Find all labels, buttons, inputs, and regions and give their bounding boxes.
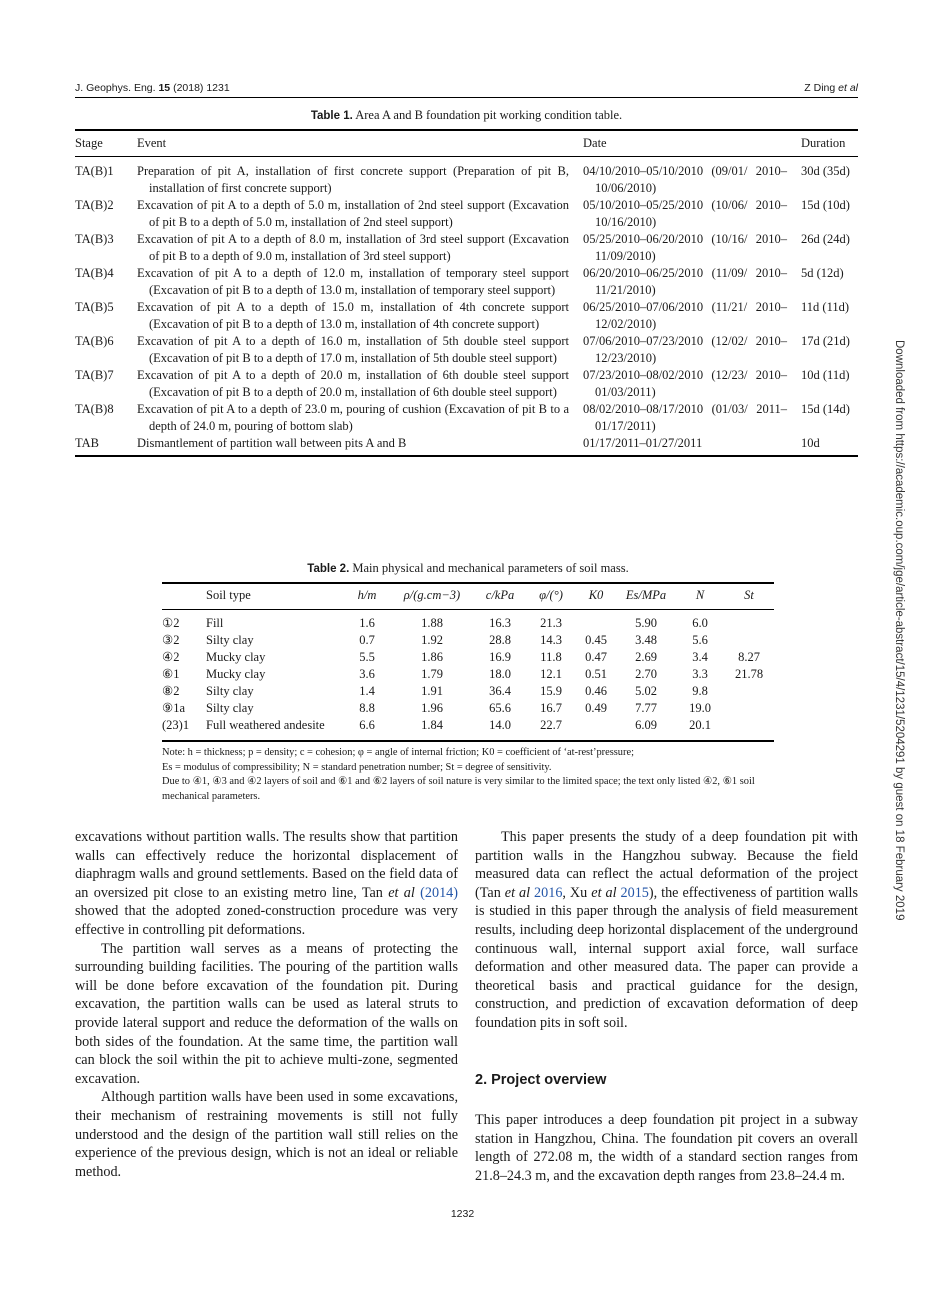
table-row — [162, 700, 774, 717]
st-cell — [724, 717, 774, 741]
duration-cell: 17d (21d) — [801, 334, 850, 348]
table2-label: Table 2. — [307, 563, 350, 575]
event-text: Dismantlement of partition wall between pits A and B — [137, 436, 407, 450]
es-cell: 5.02 — [635, 684, 657, 698]
es-cell: 3.48 — [635, 633, 657, 647]
event-cell — [137, 299, 583, 333]
date-text: 06/25/2010–07/06/2010 (11/21/ 2010–12/02/2010) — [583, 300, 787, 331]
table2-col-h: h/m — [344, 583, 390, 610]
k0-cell — [576, 610, 616, 633]
h-cell: 0.7 — [359, 633, 375, 647]
event-cell — [137, 231, 583, 265]
k0-cell: 0.46 — [585, 684, 607, 698]
es-cell: 5.90 — [635, 616, 657, 630]
et-al-text: et al — [591, 884, 617, 901]
event-text: Excavation of pit A to a depth of 23.0 m, pouring of cushion (Excavation of pit B to a depth of 24.0 m, pouring of bottom slab) — [137, 402, 569, 433]
st-cell — [724, 683, 774, 700]
text-run: , Xu — [562, 884, 592, 901]
text-run: This paper presents the study of a deep foundation pit with partition walls in the Hangzhou subway. Because the field measured data can reflect the actual deformation of the project (Tan — [475, 829, 858, 901]
stage-cell: TA(B)4 — [75, 266, 114, 280]
st-cell — [724, 700, 774, 717]
event-cell — [137, 333, 583, 367]
event-text: Excavation of pit A to a depth of 5.0 m, installation of 2nd steel support (Excavation of pit B to a depth of 5.0 m, installation of 2nd steel support) — [137, 198, 569, 229]
layer-cell: ①2 — [162, 616, 180, 630]
rho-cell: 1.96 — [421, 701, 443, 715]
citation-link[interactable]: 2016 — [534, 884, 563, 901]
date-text: 01/17/2011–01/27/2011 — [583, 436, 703, 450]
st-cell — [724, 632, 774, 649]
n-cell: 19.0 — [689, 701, 711, 715]
stage-cell: TA(B)2 — [75, 198, 114, 212]
c-cell: 65.6 — [489, 701, 511, 715]
stage-cell: TA(B)1 — [75, 164, 114, 178]
duration-cell: 11d (11d) — [801, 300, 850, 314]
layer-cell: ⑧2 — [162, 684, 180, 698]
paragraph: The partition wall serves as a means of protecting the surrounding building facilities. The pouring of the partition walls will be done before excavation of the foundation pit. During excavation, the partition walls can be used as lateral struts to provide lateral support and reduce the deformation of the walls on both sides of the foundation. At the same time, the partition wall can block the soil within the pit to achieve multi-zone, segmented excavation. — [75, 940, 458, 1087]
duration-cell: 15d (14d) — [801, 402, 850, 416]
date-text: 07/23/2010–08/02/2010 (12/23/ 2010–01/03/2011) — [583, 368, 787, 399]
soil-cell: Mucky clay — [206, 650, 266, 664]
citation-link[interactable]: (2014) — [420, 884, 458, 901]
st-cell: 21.78 — [734, 667, 764, 681]
event-cell — [137, 197, 583, 231]
k0-cell: 0.49 — [585, 701, 607, 715]
soil-cell: Silty clay — [206, 633, 254, 647]
table-row — [75, 299, 858, 333]
date-cell — [583, 367, 801, 401]
table-row — [75, 265, 858, 299]
paragraph — [475, 828, 858, 1033]
n-cell: 9.8 — [692, 684, 708, 698]
date-cell — [583, 265, 801, 299]
h-cell: 1.6 — [359, 616, 375, 630]
running-header-author — [804, 82, 858, 94]
paragraph: Although partition walls have been used in some excavations, their mechanism of restraining movements is still not fully understood and the design of the partition wall still relies on the experience of the previous design, which is not an ideal or reliable method. — [75, 1089, 458, 1180]
journal-year-page: (2018) 1231 — [173, 82, 230, 94]
table2-col-k0: K0 — [576, 583, 616, 610]
k0-cell: 0.51 — [585, 667, 607, 681]
table2-note-line1: Note: h = thickness; p = density; c = cohesion; φ = angle of internal friction; K0 = coefficient of ‘at-rest’pressure; — [162, 747, 634, 758]
event-cell — [137, 265, 583, 299]
soil-cell: Fill — [206, 616, 224, 630]
date-text: 08/02/2010–08/17/2010 (01/03/ 2011–01/17/2011) — [583, 402, 787, 433]
stage-cell: TA(B)3 — [75, 232, 114, 246]
soil-cell: Full weathered andesite — [206, 717, 344, 741]
duration-cell: 30d (35d) — [801, 164, 850, 178]
phi-cell: 14.3 — [540, 633, 562, 647]
c-cell: 16.3 — [489, 616, 511, 630]
table2-col-n: N — [676, 583, 724, 610]
st-cell: 8.27 — [738, 650, 760, 664]
table2-note-line3: Due to ④1, ④3 and ④2 layers of soil and ⑥1 and ⑥2 layers of soil nature is very similar to the limited space; the text only listed ④2, ⑥1 soil mechanical parameters. — [162, 776, 755, 802]
h-cell: 5.5 — [359, 650, 375, 664]
journal-volume: 15 — [158, 82, 171, 94]
duration-cell: 5d (12d) — [801, 266, 844, 280]
journal-name: J. Geophys. Eng. — [75, 82, 156, 94]
event-text: Excavation of pit A to a depth of 16.0 m, installation of 5th double steel support (Excavation of pit B to a depth of 17.0 m, installation of 5th double steel support) — [137, 334, 569, 365]
table1-label: Table 1. — [310, 110, 353, 122]
rho-cell: 1.84 — [390, 717, 474, 741]
layer-cell: ⑥1 — [162, 667, 180, 681]
date-text: 04/10/2010–05/10/2010 (09/01/ 2010–10/06/2010) — [583, 164, 787, 195]
table2-header-row — [162, 583, 774, 610]
es-cell: 6.09 — [616, 717, 676, 741]
body-right-column — [475, 828, 858, 1033]
table1-title: Area A and B foundation pit working condition table. — [355, 108, 623, 122]
table-row — [162, 717, 774, 741]
n-cell: 3.4 — [692, 650, 708, 664]
phi-cell: 15.9 — [540, 684, 562, 698]
table2-col-c: c/kPa — [474, 583, 526, 610]
event-cell — [137, 435, 583, 456]
stage-cell: TAB — [75, 435, 137, 456]
rho-cell: 1.91 — [421, 684, 443, 698]
h-cell: 3.6 — [359, 667, 375, 681]
table1 — [75, 129, 858, 457]
soil-cell: Silty clay — [206, 684, 254, 698]
table2-col-rho: ρ/(g.cm−3) — [390, 583, 474, 610]
c-cell: 36.4 — [489, 684, 511, 698]
c-cell: 14.0 — [474, 717, 526, 741]
table2-note-line2: Es = modulus of compressibility; N = standard penetration number; St = degree of sensitivity. — [162, 761, 552, 773]
layer-cell: ⑨1a — [162, 701, 186, 715]
c-cell: 18.0 — [489, 667, 511, 681]
date-cell — [583, 197, 801, 231]
event-text: Excavation of pit A to a depth of 12.0 m, installation of temporary steel support (Excavation of pit B to a depth of 13.0 m, installation of temporary steel support) — [137, 266, 569, 297]
h-cell: 6.6 — [344, 717, 390, 741]
download-sidebar-text: Downloaded from https://academic.oup.com/jge/article-abstract/15/4/1231/5204291 by guest on 18 February 2019 — [893, 340, 905, 921]
date-cell — [583, 435, 801, 456]
table-row — [162, 632, 774, 649]
c-cell: 28.8 — [489, 633, 511, 647]
event-cell — [137, 157, 583, 198]
author-et-al: et al — [838, 82, 858, 94]
date-cell — [583, 333, 801, 367]
soil-cell: Mucky clay — [206, 667, 266, 681]
table2-col-soil-type: Soil type — [206, 583, 344, 610]
phi-cell: 12.1 — [540, 667, 562, 681]
table-row — [75, 157, 858, 198]
phi-cell: 16.7 — [540, 701, 562, 715]
rho-cell: 1.92 — [421, 633, 443, 647]
date-text: 07/06/2010–07/23/2010 (12/02/ 2010–12/23/2010) — [583, 334, 787, 365]
date-cell — [583, 157, 801, 198]
date-text: 05/10/2010–05/25/2010 (10/06/ 2010–10/16/2010) — [583, 198, 787, 229]
date-text: 05/25/2010–06/20/2010 (10/16/ 2010–11/09/2010) — [583, 232, 787, 263]
table-row — [75, 401, 858, 435]
event-text: Excavation of pit A to a depth of 8.0 m, installation of 3rd steel support (Excavation of pit B to a depth of 9.0 m, installation of 3rd steel support) — [137, 232, 569, 263]
citation-link[interactable]: 2015 — [620, 884, 649, 901]
rho-cell: 1.79 — [421, 667, 443, 681]
table1-col-duration: Duration — [801, 130, 858, 157]
date-cell — [583, 299, 801, 333]
es-cell: 2.70 — [635, 667, 657, 681]
layer-cell: ③2 — [162, 633, 180, 647]
st-cell — [724, 610, 774, 633]
event-text: Preparation of pit A, installation of first concrete support (Preparation of pit B, installation of first concrete support) — [137, 164, 569, 195]
n-cell: 6.0 — [692, 616, 708, 630]
table-row — [75, 197, 858, 231]
table-row — [162, 683, 774, 700]
table-row — [75, 333, 858, 367]
duration-cell: 10d (11d) — [801, 368, 850, 382]
layer-cell: (23)1 — [162, 717, 206, 741]
table2-col-phi: φ/(°) — [526, 583, 576, 610]
table2 — [162, 582, 774, 742]
event-text: Excavation of pit A to a depth of 15.0 m, installation of 4th concrete support (Excavation of pit B to a depth of 13.0 m, installation of 4th concrete support) — [137, 300, 569, 331]
section-heading: 2. Project overview — [475, 1072, 607, 1088]
paragraph: This paper introduces a deep foundation pit project in a subway station in Hangzhou, China. The foundation pit covers an overall length of 272.08 m, the width of a standard section ranges from 21.8–24.3 m, and the excavation depth ranges from 23.8–24.4 m. — [475, 1112, 858, 1184]
table2-caption — [162, 561, 774, 576]
table2-col-st: St — [724, 583, 774, 610]
event-text: Excavation of pit A to a depth of 20.0 m, installation of 6th double steel support (Excavation of pit B to a depth of 20.0 m, installation of 6th double steel support) — [137, 368, 569, 399]
date-cell — [583, 231, 801, 265]
table-row — [75, 367, 858, 401]
n-cell: 3.3 — [692, 667, 708, 681]
stage-cell: TA(B)7 — [75, 368, 114, 382]
phi-cell: 22.7 — [526, 717, 576, 741]
n-cell: 5.6 — [692, 633, 708, 647]
table2-note — [162, 746, 774, 804]
es-cell: 2.69 — [635, 650, 657, 664]
k0-cell: 0.47 — [585, 650, 607, 664]
table-row — [162, 649, 774, 666]
table1-col-date: Date — [583, 130, 801, 157]
h-cell: 1.4 — [359, 684, 375, 698]
table2-col-layer — [162, 583, 206, 610]
k0-cell — [576, 717, 616, 741]
header-rule — [75, 97, 858, 98]
text-run: excavations without partition walls. The results show that partition walls can effectively reduce the horizontal displacement of diaphragm walls and ground settlements. Based on the field data of an oversized pit close to an existing metro line, Tan — [75, 829, 458, 901]
table1-col-stage: Stage — [75, 130, 137, 157]
event-cell — [137, 401, 583, 435]
date-text: 06/20/2010–06/25/2010 (11/09/ 2010–11/21/2010) — [583, 266, 787, 297]
table-row — [75, 435, 858, 456]
page-number: 1232 — [450, 1208, 475, 1220]
date-cell — [583, 401, 801, 435]
author-name: Z Ding — [804, 82, 836, 94]
soil-cell: Silty clay — [206, 701, 254, 715]
stage-cell: TA(B)8 — [75, 402, 114, 416]
rho-cell: 1.88 — [421, 616, 443, 630]
duration-cell: 26d (24d) — [801, 232, 850, 246]
table1-col-event: Event — [137, 130, 583, 157]
et-al-text: et al — [504, 884, 531, 901]
body-right-column-2 — [475, 1111, 858, 1185]
text-run: showed that the adopted zoned-construction procedure was very effective in controlling pit deformations. — [75, 903, 458, 938]
table-row — [75, 231, 858, 265]
table-row — [162, 666, 774, 683]
et-al-text: et al — [388, 884, 415, 901]
table2-col-es: Es/MPa — [616, 583, 676, 610]
es-cell: 7.77 — [635, 701, 657, 715]
running-header-journal — [75, 82, 230, 94]
body-left-column — [75, 828, 458, 1181]
n-cell: 20.1 — [676, 717, 724, 741]
table-row — [162, 610, 774, 633]
phi-cell: 21.3 — [540, 616, 562, 630]
paragraph — [75, 828, 458, 940]
text-run: ), the effectiveness of partition walls is studied in this paper through the analysis of field measurement results, including deep horizontal displacement of the underground continuous wall, internal support axial force, wall surface deformation and other measured data. The paper can provide a theoretical basis and practical guidance for the design, construction, and prediction of excavation deformation of deep foundation pits in soft soil. — [475, 884, 859, 1031]
stage-cell: TA(B)5 — [75, 300, 114, 314]
layer-cell: ④2 — [162, 650, 180, 664]
event-cell — [137, 367, 583, 401]
stage-cell: TA(B)6 — [75, 334, 114, 348]
rho-cell: 1.86 — [421, 650, 443, 664]
table1-header-row — [75, 130, 858, 157]
table1-caption — [75, 108, 858, 123]
phi-cell: 11.8 — [540, 650, 562, 664]
duration-cell: 10d — [801, 435, 858, 456]
h-cell: 8.8 — [359, 701, 375, 715]
c-cell: 16.9 — [489, 650, 511, 664]
k0-cell: 0.45 — [585, 633, 607, 647]
duration-cell: 15d (10d) — [801, 198, 850, 212]
table2-title: Main physical and mechanical parameters of soil mass. — [352, 561, 629, 575]
